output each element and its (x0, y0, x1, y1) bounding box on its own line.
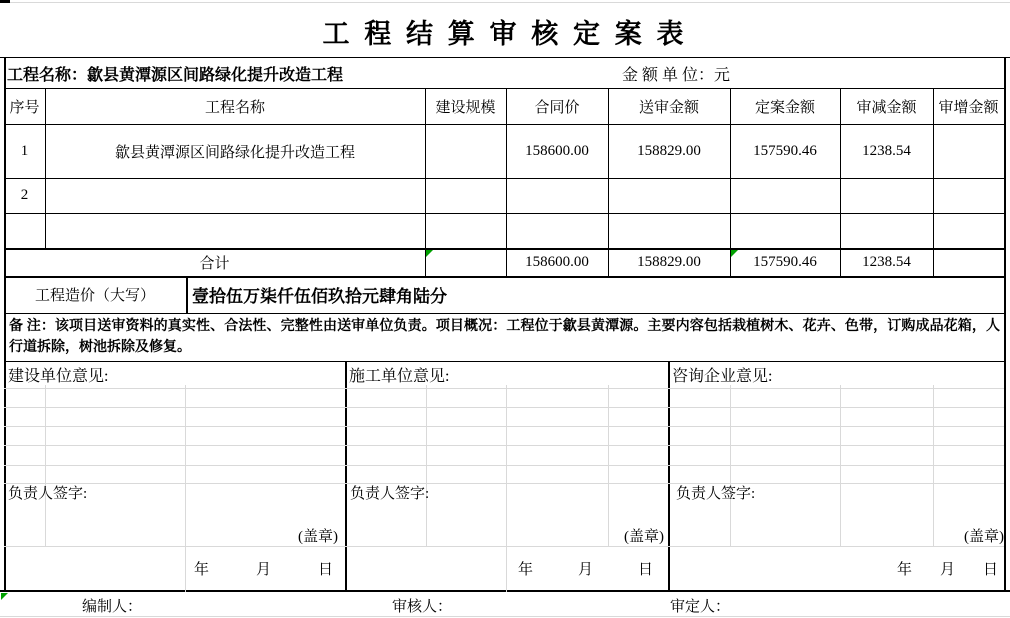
grid-line (933, 385, 934, 546)
cell-submitted-1: 158829.00 (637, 142, 701, 159)
cell-seq-2: 2 (20, 187, 29, 203)
col-header-seq: 序号 (9, 99, 40, 116)
cost-in-words-value: 壹拾伍万柒仟伍佰玖拾元肆角陆分 (192, 287, 447, 306)
cell-project-name-1: 歙县黄潭源区间路绿化提升改造工程 (114, 144, 355, 161)
error-indicator-icon (1, 593, 8, 600)
opinion-header-consultant: 咨询企业意见: (672, 363, 892, 385)
grid-line (0, 616, 1010, 617)
date-placeholder-construction (4, 546, 345, 590)
grid-line (840, 385, 841, 546)
month-label: 月 (939, 561, 955, 578)
cell-final-1: 157590.46 (753, 142, 817, 159)
seal-label-consultant: (盖章) (964, 529, 1004, 545)
total-final: 157590.46 (753, 253, 817, 270)
opinion-header-construction: 建设单位意见: (8, 363, 228, 385)
date-placeholder-contractor (345, 546, 668, 590)
col-header-reduced-amount: 审减金额 (856, 99, 917, 116)
year-label: 年 (896, 561, 912, 578)
project-name-label: 工程名称：歙县黄潭源区间路绿化提升改造工程 (7, 66, 344, 84)
seal-label-construction: (盖章) (298, 529, 338, 545)
error-indicator-icon (426, 250, 433, 257)
sign-label-consultant: 负责人签字: (676, 485, 756, 502)
total-submitted: 158829.00 (637, 253, 701, 270)
grid-line (4, 426, 1004, 427)
grid-line (730, 385, 731, 546)
amount-unit-label: 金 额 单 位：元 (622, 66, 731, 84)
cost-in-words-label: 工程造价（大写） (34, 288, 155, 304)
year-label: 年 (193, 561, 209, 578)
border-line (4, 361, 1006, 362)
approver-label: 审定人： (670, 598, 731, 615)
seal-label-contractor: (盖章) (624, 529, 664, 545)
border-line (4, 213, 1006, 214)
sign-label-construction: 负责人签字: (8, 485, 88, 502)
preparer-label: 编制人： (82, 598, 143, 615)
month-label: 月 (255, 561, 271, 578)
remark-text: 备 注：该项目送审资料的真实性、合法性、完整性由送审单位负责。项目概况：工程位于歙县黄潭源。主要内容包括栽植树木、花卉、色带，订购成品花箱，人行道拆除，树池拆除及修复。 (9, 319, 1000, 355)
grid-line (4, 445, 1004, 446)
month-label: 月 (577, 561, 593, 578)
total-reduced: 1238.54 (862, 253, 911, 270)
grid-line (4, 407, 1004, 408)
border-line (4, 178, 1006, 179)
day-label: 日 (317, 561, 333, 578)
grid-line (0, 2, 1010, 3)
cell-reduced-1: 1238.54 (862, 142, 911, 159)
total-row-label: 合计 (199, 255, 230, 272)
grid-line (4, 388, 1004, 389)
col-header-project-name: 工程名称 (204, 99, 265, 116)
col-header-contract-price: 合同价 (534, 99, 580, 116)
border-line (1004, 57, 1006, 592)
border-fragment (0, 0, 10, 3)
year-label: 年 (517, 561, 533, 578)
col-header-scale: 建设规模 (435, 99, 496, 116)
col-header-submitted-amount: 送审金额 (638, 99, 699, 116)
col-header-final-amount: 定案金额 (754, 99, 815, 116)
border-line (186, 276, 188, 313)
cell-contract-1: 158600.00 (525, 142, 589, 159)
day-label: 日 (637, 561, 653, 578)
border-line (0, 57, 1010, 58)
grid-line (4, 465, 1004, 466)
day-label: 日 (982, 561, 998, 578)
opinion-header-contractor: 施工单位意见: (349, 363, 569, 385)
border-line (0, 590, 1010, 592)
date-placeholder-consultant (668, 546, 1006, 590)
grid-line (45, 385, 46, 546)
form-title: 工 程 结 算 审 核 定 案 表 (322, 18, 688, 49)
reviewer-label: 审核人： (392, 598, 453, 615)
grid-line (608, 385, 609, 546)
col-header-increased-amount: 审增金额 (938, 99, 999, 116)
sign-label-contractor: 负责人签字: (350, 485, 430, 502)
grid-line (426, 385, 427, 546)
total-contract: 158600.00 (525, 253, 589, 270)
cell-seq-1: 1 (20, 142, 29, 159)
